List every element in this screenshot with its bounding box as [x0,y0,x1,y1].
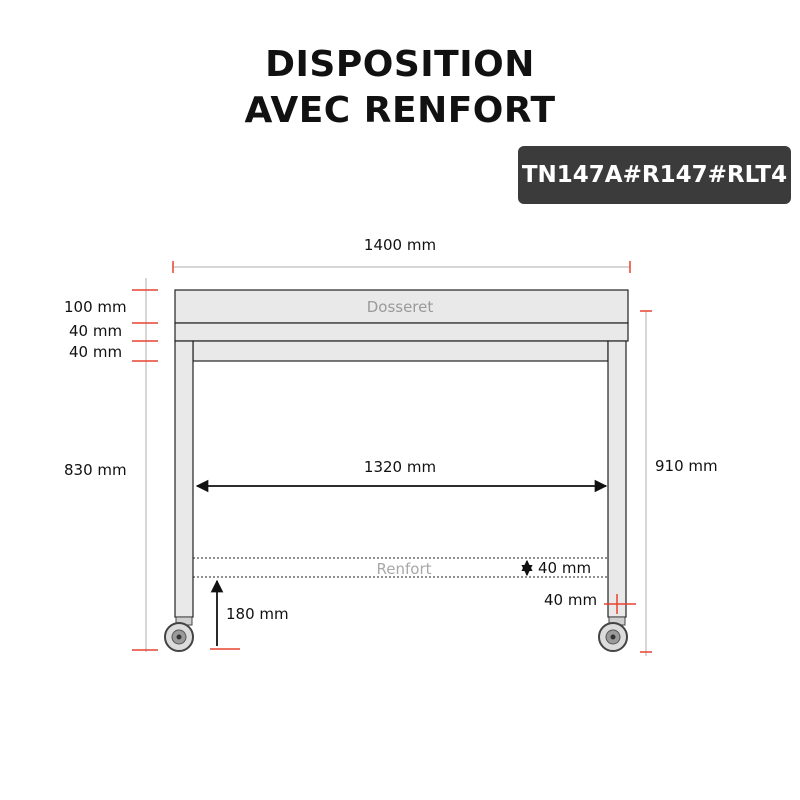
front-frame-rail [193,341,608,361]
dim-crossbar-elevation [210,581,289,649]
backsplash-label: Dosseret [366,298,434,316]
dim-crossbar-height-label: 40 mm [538,559,592,577]
title-line-1: DISPOSITION [265,44,535,85]
dim-right-total-height [640,311,718,656]
title-line-2: AVEC RENFORT [244,90,556,131]
right-caster [599,617,627,651]
crossbar-label: Renfort [376,560,432,578]
dim-leg-width-label: 40 mm [544,591,598,609]
dim-backsplash-height-label: 100 mm [64,298,127,316]
dim-left-chain [64,278,158,652]
dim-total-width-label: 1400 mm [363,236,437,254]
dim-crossbar-elevation-label: 180 mm [226,605,289,623]
dim-inner-width [197,458,606,486]
dim-top-thickness-label: 40 mm [69,322,123,340]
left-caster [165,617,193,651]
left-leg [175,341,193,617]
dim-crossbar-height [527,559,591,577]
right-leg [608,341,626,617]
dim-inner-width-label: 1320 mm [363,458,437,476]
worktop [175,323,628,341]
reference-badge: TN147A#R147#RLT4 [518,146,791,204]
dim-frame-height-label: 40 mm [69,343,123,361]
dim-total-width [173,236,630,273]
dim-leg-height-label: 830 mm [64,461,127,479]
dim-total-height-label: 910 mm [655,457,718,475]
